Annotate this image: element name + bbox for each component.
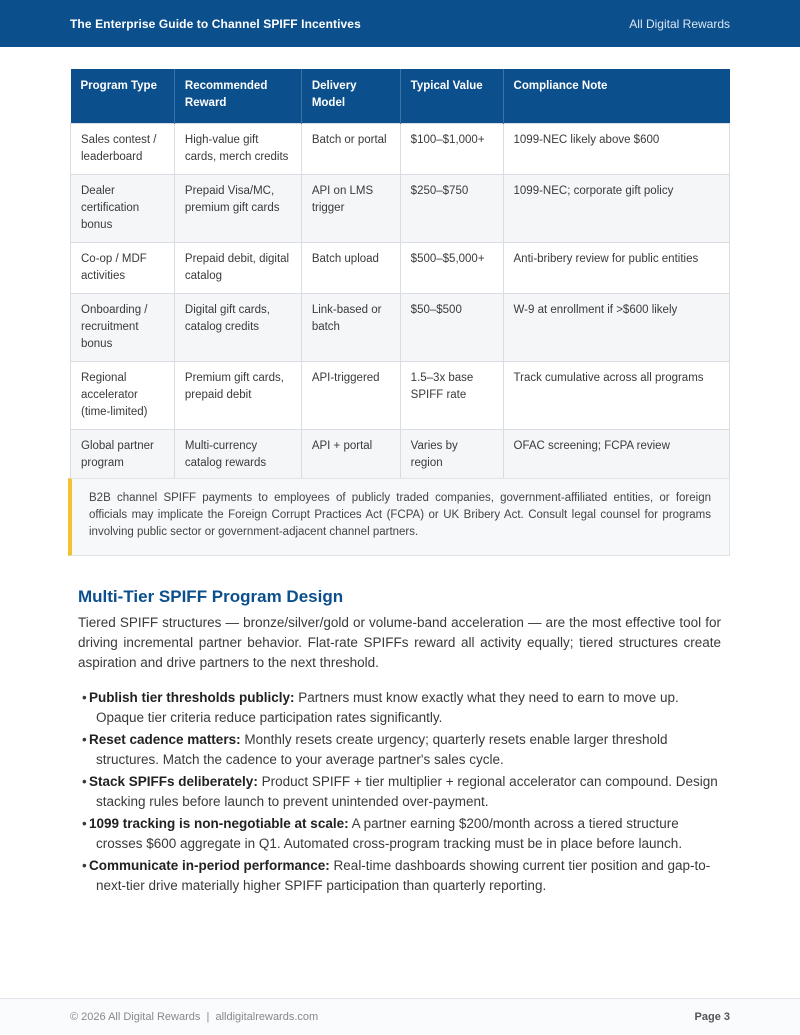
- table-cell: $500–$5,000+: [400, 243, 503, 294]
- table-cell: Premium gift cards, prepaid debit: [174, 362, 301, 430]
- column-header: Typical Value: [400, 69, 503, 124]
- table-cell: W-9 at enrollment if >$600 likely: [503, 294, 729, 362]
- list-item: [80, 772, 725, 812]
- table-cell: API + portal: [301, 430, 400, 481]
- table-cell: Onboarding / recruitment bonus: [71, 294, 175, 362]
- table-row: [71, 362, 730, 430]
- bullet-dot-icon: •: [82, 732, 87, 747]
- list-item: [80, 814, 725, 854]
- table-cell: Prepaid Visa/MC, premium gift cards: [174, 175, 301, 243]
- table-cell: $50–$500: [400, 294, 503, 362]
- list-item: [80, 688, 725, 728]
- bullet-lead: Communicate in-period performance:: [89, 858, 330, 873]
- tier-design-bullets: [80, 688, 725, 898]
- table-cell: API-triggered: [301, 362, 400, 430]
- table-cell: Batch upload: [301, 243, 400, 294]
- table-cell: Sales contest / leaderboard: [71, 124, 175, 175]
- bullet-lead: 1099 tracking is non-negotiable at scale:: [89, 816, 349, 831]
- table-row: [71, 243, 730, 294]
- table-row: [71, 430, 730, 481]
- bullet-dot-icon: •: [82, 774, 87, 789]
- table-header-row: [71, 69, 730, 124]
- bullet-dot-icon: •: [82, 690, 87, 705]
- bullet-lead: Stack SPIFFs deliberately:: [89, 774, 258, 789]
- column-header: Recommended Reward: [174, 69, 301, 124]
- bullet-lead: Publish tier thresholds publicly:: [89, 690, 295, 705]
- table-cell: OFAC screening; FCPA review: [503, 430, 729, 481]
- table-cell: Prepaid debit, digital catalog: [174, 243, 301, 294]
- table-cell: 1099-NEC; corporate gift policy: [503, 175, 729, 243]
- column-header: Delivery Model: [301, 69, 400, 124]
- spiff-program-table: [70, 69, 730, 481]
- table-cell: Anti-bribery review for public entities: [503, 243, 729, 294]
- compliance-callout: [68, 478, 730, 556]
- table-cell: $100–$1,000+: [400, 124, 503, 175]
- bullet-lead: Reset cadence matters:: [89, 732, 241, 747]
- column-header: Compliance Note: [503, 69, 729, 124]
- brand-name: All Digital Rewards: [629, 16, 730, 31]
- footer-copyright: © 2026 All Digital Rewards | alldigitalrewards.com: [70, 1011, 319, 1023]
- list-item: [80, 730, 725, 770]
- list-item: [80, 856, 725, 896]
- column-header: Program Type: [71, 69, 175, 124]
- table-cell: Co-op / MDF activities: [71, 243, 175, 294]
- document-title: The Enterprise Guide to Channel SPIFF Incentives: [70, 16, 361, 31]
- bullet-dot-icon: •: [82, 816, 87, 831]
- table-cell: Global partner program: [71, 430, 175, 481]
- table-row: [71, 294, 730, 362]
- table-row: [71, 124, 730, 175]
- table-cell: Regional accelerator (time-limited): [71, 362, 175, 430]
- table-cell: Multi-currency catalog rewards: [174, 430, 301, 481]
- section-intro: Tiered SPIFF structures — bronze/silver/gold or volume-band acceleration — are the most effective tool for driving incremental partner behavior. Flat-rate SPIFFs reward all activity equally; tiered structures create aspiration and drive partners to the next threshold.: [78, 615, 721, 670]
- table-cell: 1099-NEC likely above $600: [503, 124, 729, 175]
- callout-text: B2B channel SPIFF payments to employees of publicly traded companies, government-affiliated entities, or foreign officials may implicate the Foreign Corrupt Practices Act (FCPA) or UK Bribery Act. Consult legal counsel for programs involving public sector or government-adjacent channel partners.: [89, 492, 711, 538]
- table-cell: Dealer certification bonus: [71, 175, 175, 243]
- bullet-text: Real-time dashboards showing current tier position and gap-to-next-tier drive materially higher SPIFF participation than quarterly reporting.: [96, 858, 711, 893]
- table-cell: $250–$750: [400, 175, 503, 243]
- bullet-text: Partners must know exactly what they need to earn to move up. Opaque tier criteria reduce participation rates significantly.: [96, 690, 679, 725]
- bullet-text: A partner earning $200/month across a tiered structure crosses $600 aggregate in Q1. Automated cross-program tracking must be in place before launch.: [96, 816, 683, 851]
- table-cell: Batch or portal: [301, 124, 400, 175]
- table-cell: API on LMS trigger: [301, 175, 400, 243]
- bullet-text: Product SPIFF + tier multiplier + regional accelerator can compound. Design stacking rules before launch to prevent unintended over-payment.: [96, 774, 718, 809]
- table-cell: 1.5–3x base SPIFF rate: [400, 362, 503, 430]
- table-cell: Digital gift cards, catalog credits: [174, 294, 301, 362]
- bullet-text: Monthly resets create urgency; quarterly resets enable larger threshold structures. Match the cadence to your average partner's sales cycle.: [96, 732, 668, 767]
- page-number: Page 3: [694, 1011, 730, 1023]
- table-cell: Varies by region: [400, 430, 503, 481]
- page-header: [0, 0, 800, 47]
- table-row: [71, 175, 730, 243]
- table-cell: High-value gift cards, merch credits: [174, 124, 301, 175]
- table-cell: Link-based or batch: [301, 294, 400, 362]
- page-footer: [0, 998, 800, 1035]
- section-title: Multi-Tier SPIFF Program Design: [78, 587, 344, 606]
- bullet-dot-icon: •: [82, 858, 87, 873]
- table-cell: Track cumulative across all programs: [503, 362, 729, 430]
